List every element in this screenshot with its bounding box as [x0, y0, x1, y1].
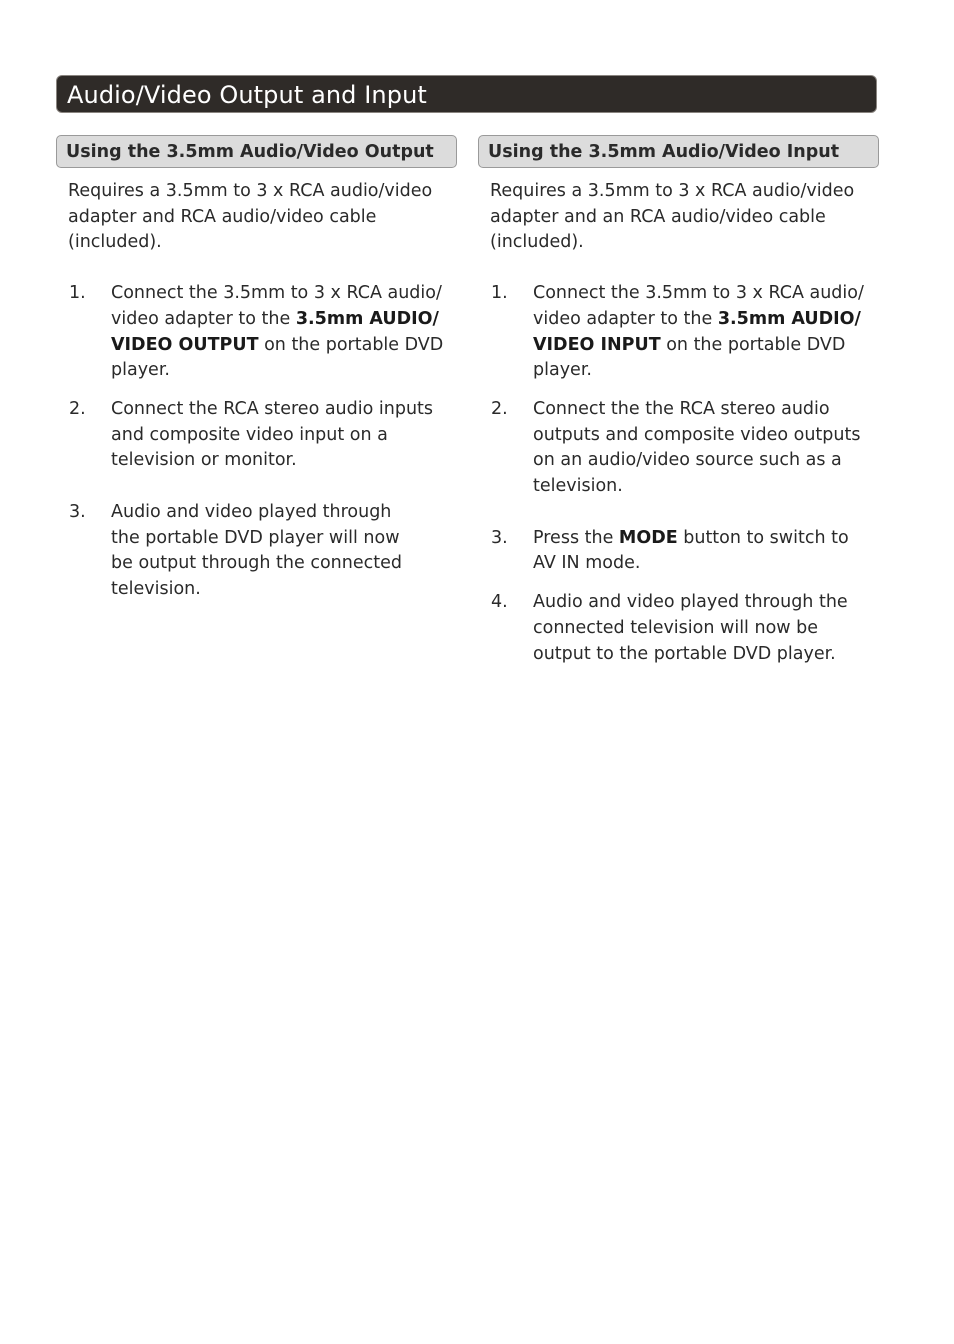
input-step-2	[478, 397, 879, 500]
step-number: 1.	[491, 283, 508, 304]
step-text: Connect the the RCA stereo audio outputs and composite video outputs on an audio/video source such as a television.	[533, 398, 861, 497]
input-step-1	[478, 281, 879, 384]
step-text-part: on the portable DVD player.	[111, 334, 444, 381]
step-text-part: Connect the 3.5mm to 3 x RCA audio/ video adapter to the	[533, 283, 864, 329]
step-text	[111, 281, 449, 384]
page-header	[56, 75, 877, 113]
input-section-title: Using the 3.5mm Audio/Video Input	[488, 142, 840, 162]
step-number: 3.	[491, 527, 508, 548]
step-number: 2.	[69, 398, 86, 419]
output-intro: Requires a 3.5mm to 3 x RCA audio/video adapter and RCA audio/video cable (included).	[68, 181, 433, 253]
output-step-2	[56, 397, 457, 474]
step-text: Audio and video played through the portable DVD player will now be output through the connected television.	[111, 502, 402, 600]
step-text	[533, 526, 873, 577]
input-section	[478, 135, 879, 667]
step-text: Audio and video played through the connected television will now be output to the portable DVD player.	[533, 592, 848, 664]
input-step-3	[478, 526, 879, 577]
output-steps	[56, 281, 457, 603]
step-text-part: Connect the 3.5mm to 3 x RCA audio/ video adapter to the	[111, 283, 442, 329]
output-step-1	[56, 281, 457, 384]
step-text-bold: MODE	[618, 527, 678, 548]
output-section-title: Using the 3.5mm Audio/Video Output	[66, 142, 434, 162]
step-text-bold: 3.5mm AUDIO/ VIDEO INPUT	[533, 308, 861, 355]
step-text: Connect the RCA stereo audio inputs and composite video input on a television or monitor.	[111, 398, 434, 471]
step-text-part: on the portable DVD player.	[533, 334, 846, 381]
input-section-header	[478, 135, 879, 168]
output-step-3	[56, 500, 457, 603]
step-text-part: Press the	[533, 527, 619, 548]
step-number: 4.	[491, 592, 508, 613]
input-intro: Requires a 3.5mm to 3 x RCA audio/video adapter and an RCA audio/video cable (included).	[490, 181, 855, 253]
input-step-4	[478, 590, 879, 667]
page-title: Audio/Video Output and Input	[67, 81, 427, 109]
output-section-header	[56, 135, 457, 168]
step-number: 2.	[491, 398, 508, 419]
output-section	[56, 135, 457, 603]
step-text-bold: 3.5mm AUDIO/ VIDEO OUTPUT	[111, 308, 439, 355]
step-number: 3.	[69, 502, 86, 523]
input-steps	[478, 281, 879, 667]
step-text-part: button to switch to AV IN mode.	[533, 527, 849, 574]
step-number: 1.	[69, 283, 86, 304]
step-text	[533, 281, 873, 384]
